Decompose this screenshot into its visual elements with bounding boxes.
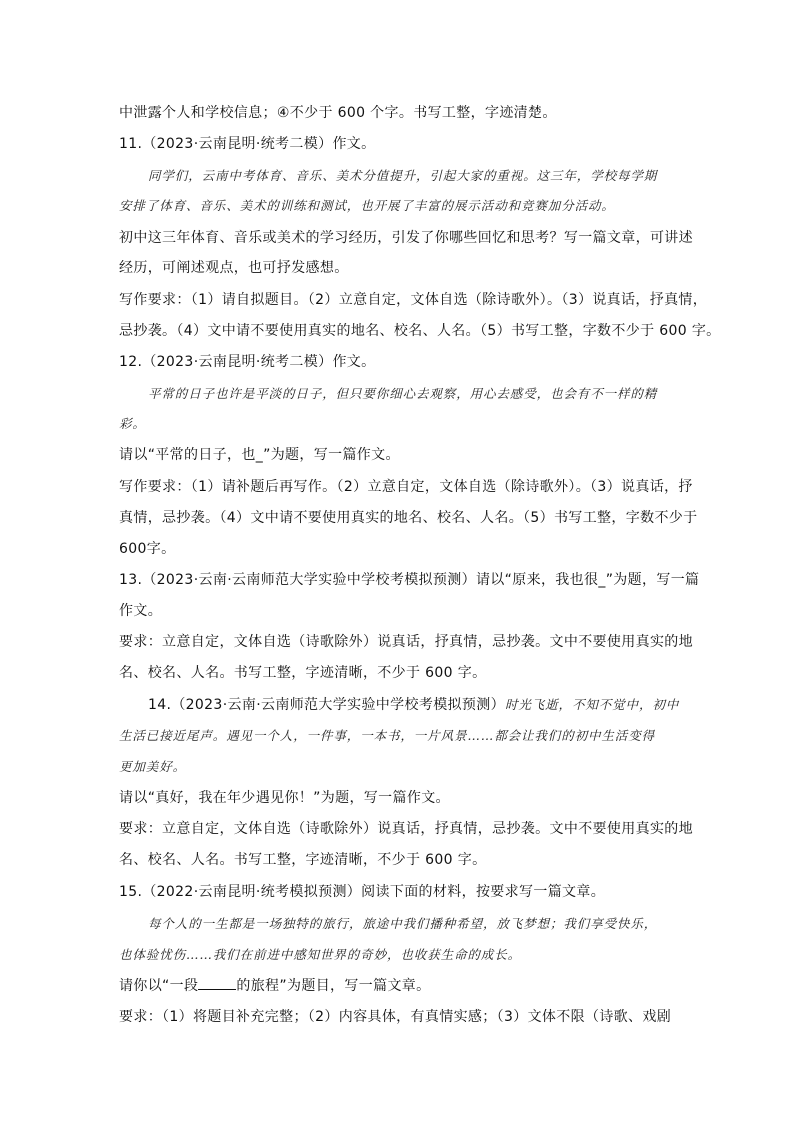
requirement-text-line: 要求：（1）将题目补充完整；（2）内容具体，有真情实感；（3）文体不限（诗歌、戏剧 — [119, 1009, 672, 1025]
fill-in-blank — [198, 977, 236, 990]
material-text-line: 安排了体育、音乐、美术的训练和测试，也开展了丰富的展示活动和竞赛加分活动。 — [119, 198, 615, 213]
requirement-text-line: 忌抄袭。（4）文中请不要使用真实的地名、校名、人名。（5）书写工整，字数不少于 600 字。 — [119, 323, 721, 339]
question-13-heading: 13.（2023·云南·云南师范大学实验中学校考模拟预测）请以“原来，我也很_”为题，写一篇 — [119, 572, 700, 588]
requirement-text-line: 要求：立意自定，文体自选（诗歌除外）说真话，抒真情，忌抄袭。文中不要使用真实的地 — [119, 821, 693, 837]
prompt-text-line: 初中这三年体育、音乐或美术的学习经历，引发了你哪些回忆和思考？写一篇文章，可讲述 — [119, 230, 693, 246]
prompt-text-line: 请以“平常的日子，也_”为题，写一篇作文。 — [119, 447, 400, 463]
text-line: 中泄露个人和学校信息；④不少于 600 个字。书写工整，字迹清楚。 — [119, 105, 557, 121]
material-text-line: 更加美好。 — [119, 759, 187, 774]
material-text-line: 平常的日子也许是平淡的日子，但只要你细心去观察，用心去感受，也会有不一样的精 — [148, 386, 658, 401]
requirement-text-line: 名、校名、人名。书写工整，字迹清晰，不少于 600 字。 — [119, 852, 487, 868]
requirement-text-line: 写作要求：（1）请补题后再写作。（2）立意自定，文体自选（除诗歌外）。（3）说真话，抒 — [119, 479, 693, 495]
material-text-line: 每个人的一生都是一场独特的旅行，旅途中我们播种希望，放飞梦想；我们享受快乐， — [148, 916, 658, 931]
prompt-text-line: 请你以“一段 的旅程”为题目，写一篇文章。 — [119, 978, 431, 994]
material-text-line: 也体验忧伤……我们在前进中感知世界的奇妙，也收获生命的成长。 — [119, 947, 522, 962]
question-15-heading: 15.（2022·云南昆明·统考模拟预测）阅读下面的材料，按要求写一篇文章。 — [119, 884, 606, 900]
requirement-text-line: 写作要求：（1）请自拟题目。（2）立意自定，文体自选（除诗歌外）。（3）说真话，抒真情， — [119, 292, 708, 308]
question-13-heading: 作文。 — [119, 603, 163, 619]
material-text-line: 彩。 — [119, 416, 146, 431]
question-14-heading: 14.（2023·云南·云南师范大学实验中学校考模拟预测）时光飞逝，不知不觉中，初中 — [148, 697, 680, 713]
question-11-heading: 11.（2023·云南昆明·统考二模）作文。 — [119, 136, 376, 152]
requirement-text-line: 600字。 — [119, 541, 176, 557]
requirement-text-line: 真情，忌抄袭。（4）文中请不要使用真实的地名、校名、人名。（5）书写工整，字数不少于 — [119, 510, 698, 526]
material-text-line: 生活已接近尾声。遇见一个人，一件事，一本书，一片风景……都会让我们的初中生活变得 — [119, 728, 656, 743]
prompt-text-line: 请以“真好，我在年少遇见你！”为题，写一篇作文。 — [119, 790, 450, 806]
prompt-text-line: 经历，可阐述观点，也可抒发感想。 — [119, 260, 349, 276]
requirement-text-line: 要求：立意自定，文体自选（诗歌除外）说真话，抒真情，忌抄袭。文中不要使用真实的地 — [119, 634, 693, 650]
circled-number-4: ④ — [276, 105, 290, 121]
material-text-line: 同学们，云南中考体育、音乐、美术分值提升，引起大家的重视。这三年，学校每学期 — [148, 168, 658, 183]
question-12-heading: 12.（2023·云南昆明·统考二模）作文。 — [119, 354, 376, 370]
requirement-text-line: 名、校名、人名。书写工整，字迹清晰，不少于 600 字。 — [119, 665, 487, 681]
